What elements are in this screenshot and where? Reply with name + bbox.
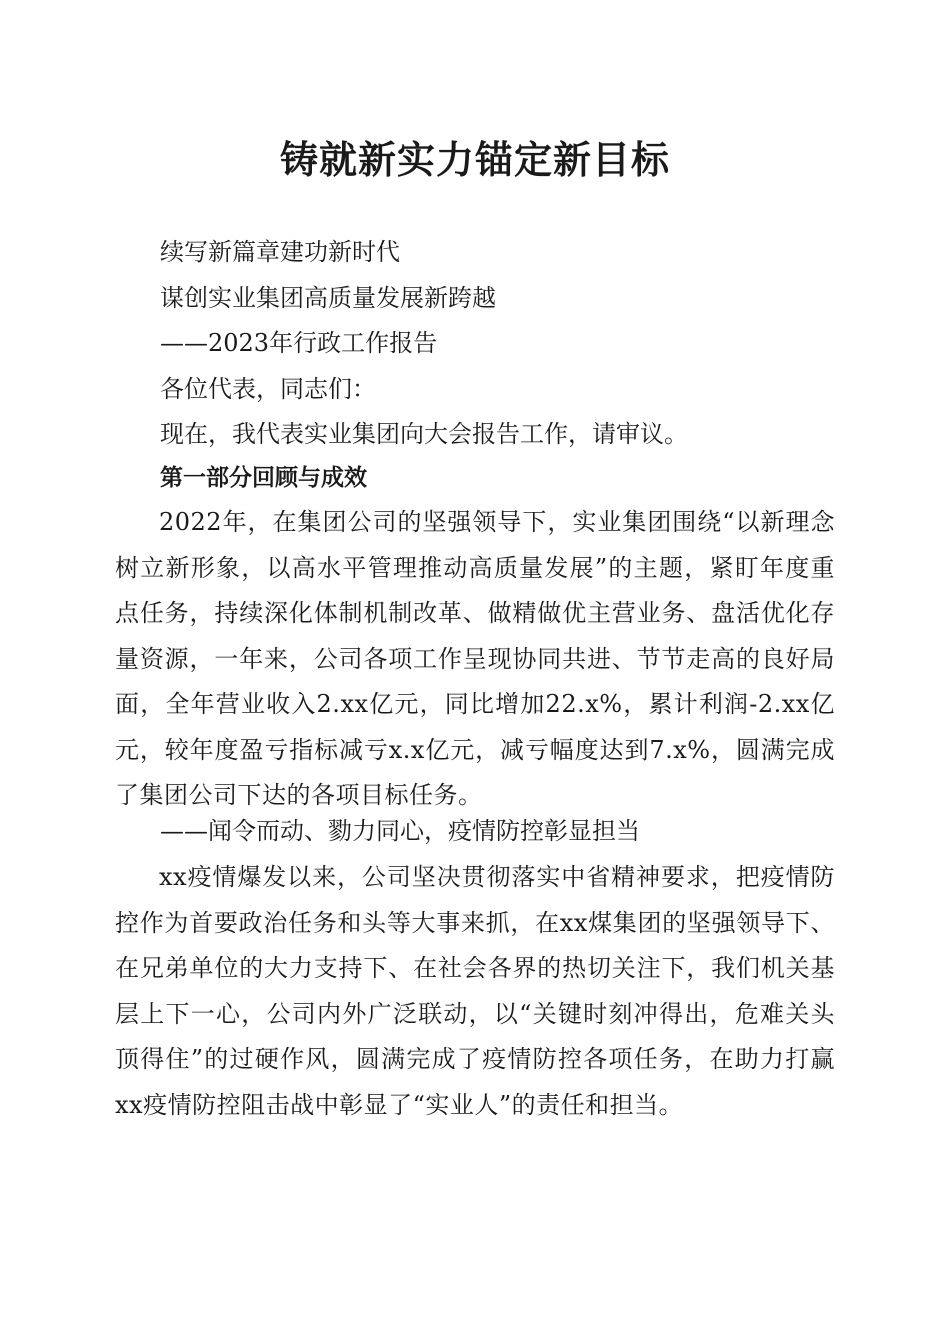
paragraph-epidemic: xx疫情爆发以来，公司坚决贯彻落实中省精神要求，把疫情防控作为首要政治任务和头等大事来抓，在xx煤集团的坚强领导下、在兄弟单位的大力支持下、在社会各界的热切关注下，我们机关基层上下一心，公司内外广泛联动，以“关键时刻冲得出，危难关头顶得住”的过硬作风，圆满完成了疫情防控各项任务，在助力打赢xx疫情防控阻击战中彰显了“实业人”的责任和担当。 — [115, 863, 835, 1119]
salutation: 各位代表，同志们： — [160, 375, 376, 403]
section-heading: 第一部分回顾与成效 — [160, 464, 367, 491]
document-title: 铸就新实力锚定新目标 — [279, 137, 670, 182]
subtitle-line-2: 谋创实业集团高质量发展新跨越 — [160, 284, 496, 312]
subheading-epidemic: ——闻令而动、勠力同心，疫情防控彰显担当 — [160, 817, 640, 845]
subtitle-line-1: 续写新篇章建功新时代 — [160, 238, 400, 266]
opening-statement: 现在，我代表实业集团向大会报告工作，请审议。 — [160, 420, 688, 448]
subtitle-line-3: ——2023年行政工作报告 — [160, 329, 438, 357]
paragraph-review: 2022年，在集团公司的坚强领导下，实业集团围绕“以新理念树立新形象，以高水平管理推动高质量发展”的主题，紧盯年度重点任务，持续深化体制机制改革、做精做优主营业务、盘活优化存量资源，一年来，公司各项工作呈现协同共进、节节走高的良好局面，全年营业收入2.xx亿元，同比增加22.x%，累计利润-2.xx亿元，较年度盈亏指标减亏x.x亿元，减亏幅度达到7.x%，圆满完成了集团公司下达的各项目标任务。 — [115, 508, 835, 809]
